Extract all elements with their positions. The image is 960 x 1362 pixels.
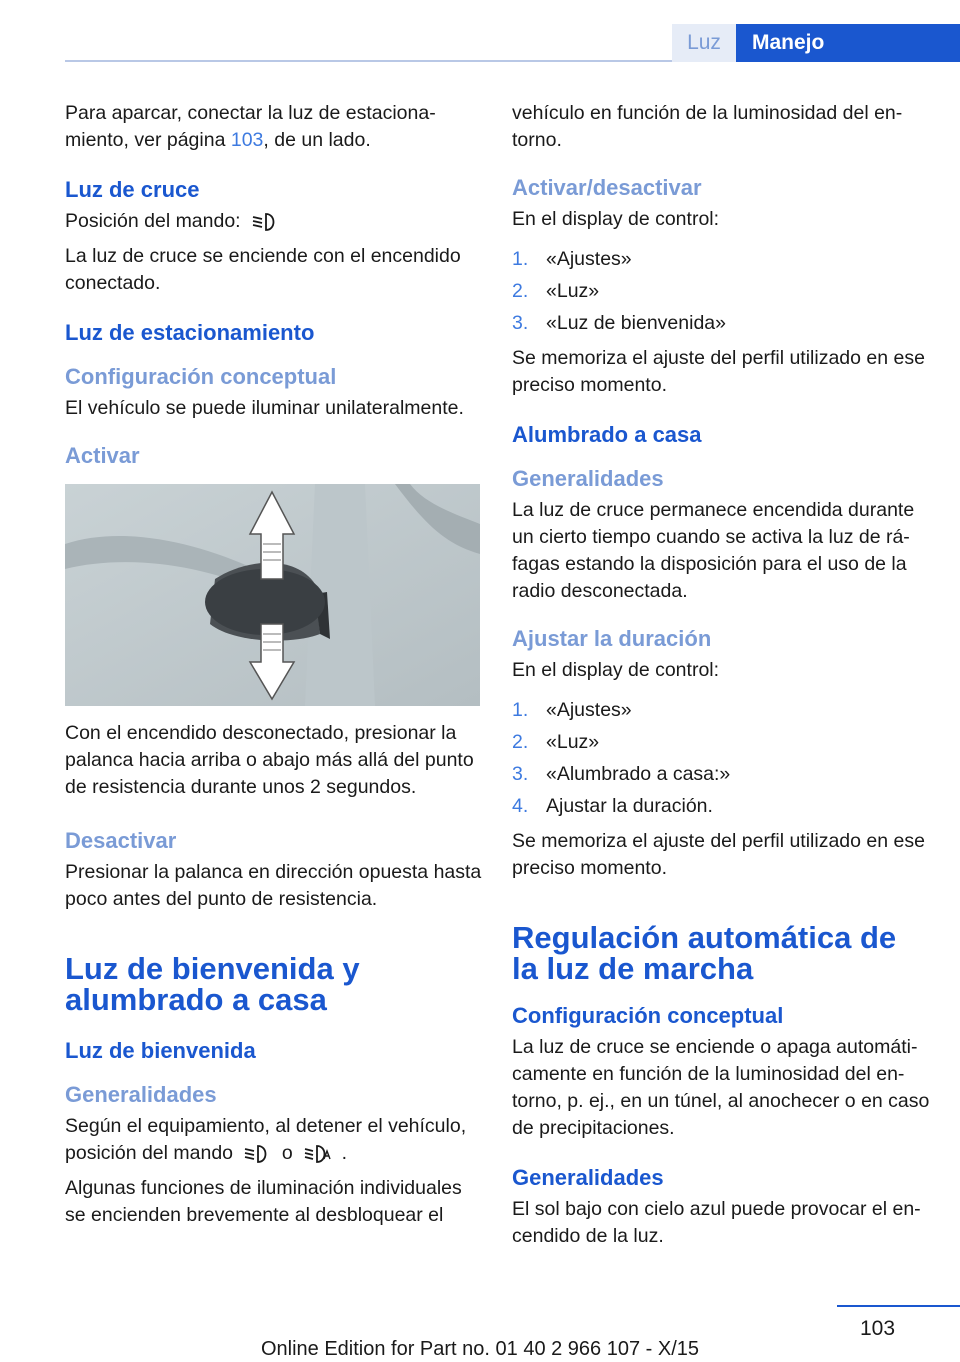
heading-generalidades: Generalidades	[512, 466, 664, 491]
list-item: 2. «Luz»	[512, 731, 600, 753]
footer-rule	[837, 1305, 960, 1307]
paragraph: En el display de control:	[512, 208, 720, 230]
paragraph: La luz de cruce se enciende o apaga automáti‐camente en función de la luminosidad del en‐torno, p. ej., en un túnel, al anochecer o en caso de precipitaciones.	[512, 1036, 930, 1139]
paragraph: Con el encendido desconectado, presionar la palanca hacia arriba o abajo más allá del punto de resistencia durante unos 2 segundos.	[65, 722, 474, 798]
paragraph: vehículo en función de la luminosidad del en‐torno.	[512, 102, 903, 151]
low-beam-icon	[250, 211, 280, 233]
steps-list-1	[512, 243, 930, 339]
paragraph: La luz de cruce permanece encendida durante un cierto tiempo cuando se activa la luz de rá‐fagas estando la disposición para el uso de la radio desconectada.	[512, 499, 915, 602]
list-item: 2. «Luz»	[512, 280, 600, 302]
heading-generalidades: Generalidades	[512, 1165, 664, 1190]
paragraph: Presionar la palanca en dirección opuesta hasta poco antes del punto de resistencia.	[65, 861, 482, 910]
heading-configuracion: Configuración conceptual	[65, 364, 337, 389]
list-item: 1. «Ajustes»	[512, 248, 632, 270]
heading-luz-estacionamiento: Luz de estacionamiento	[65, 320, 315, 345]
left-column	[65, 100, 483, 1229]
tab-manejo[interactable]: Manejo	[736, 24, 960, 62]
paragraph: Para aparcar, conectar la luz de estaciona‐miento, ver página 103, de un lado.	[65, 102, 436, 151]
turn-signal-lever-illustration	[65, 484, 480, 706]
page-link[interactable]: 103	[230, 129, 264, 151]
paragraph: El sol bajo con cielo azul puede provocar el en‐cendido de la luz.	[512, 1198, 921, 1247]
heading-regulacion-automatica: Regulación automática de la luz de marcha	[512, 920, 897, 986]
paragraph: Se memoriza el ajuste del perfil utilizado en ese preciso momento.	[512, 347, 925, 396]
heading-configuracion: Configuración conceptual	[512, 1003, 784, 1028]
heading-generalidades: Generalidades	[65, 1082, 217, 1107]
list-item: 3. «Luz de bienvenida»	[512, 312, 726, 334]
heading-activar: Activar	[65, 443, 140, 468]
list-item: 1. «Ajustes»	[512, 699, 632, 721]
list-item: 3. «Alumbrado a casa:»	[512, 763, 731, 785]
heading-luz-de-cruce: Luz de cruce	[65, 177, 200, 202]
paragraph: Según el equipamiento, al detener el vehículo, posición del mando o .	[65, 1115, 467, 1164]
page-number: 103	[860, 1317, 896, 1340]
paragraph: Algunas funciones de iluminación individuales se encienden brevemente al desbloquear el	[65, 1177, 462, 1226]
heading-desactivar: Desactivar	[65, 828, 177, 853]
heading-ajustar-duracion: Ajustar la duración	[512, 626, 712, 651]
heading-activar-desactivar: Activar/desactivar	[512, 175, 702, 200]
automatic-headlight-icon	[302, 1143, 332, 1165]
heading-alumbrado-a-casa: Alumbrado a casa	[512, 422, 702, 447]
edition-footer: Online Edition for Part no. 01 40 2 966 107 - X/15	[260, 1338, 700, 1360]
tab-luz[interactable]: Luz	[672, 24, 736, 62]
right-column	[512, 100, 930, 1250]
paragraph: Posición del mando:	[65, 208, 483, 235]
paragraph: El vehículo se puede iluminar unilateralmente.	[65, 397, 464, 419]
steps-list-2	[512, 694, 930, 822]
paragraph: En el display de control:	[512, 659, 720, 681]
paragraph: Se memoriza el ajuste del perfil utilizado en ese preciso momento.	[512, 830, 925, 879]
heading-bienvenida-alumbrado: Luz de bienvenida y alumbrado a casa	[65, 951, 360, 1017]
paragraph: La luz de cruce se enciende con el encendido conectado.	[65, 245, 461, 294]
heading-luz-de-bienvenida: Luz de bienvenida	[65, 1038, 256, 1063]
list-item: 4. Ajustar la duración.	[512, 795, 713, 817]
low-beam-icon	[242, 1143, 272, 1165]
